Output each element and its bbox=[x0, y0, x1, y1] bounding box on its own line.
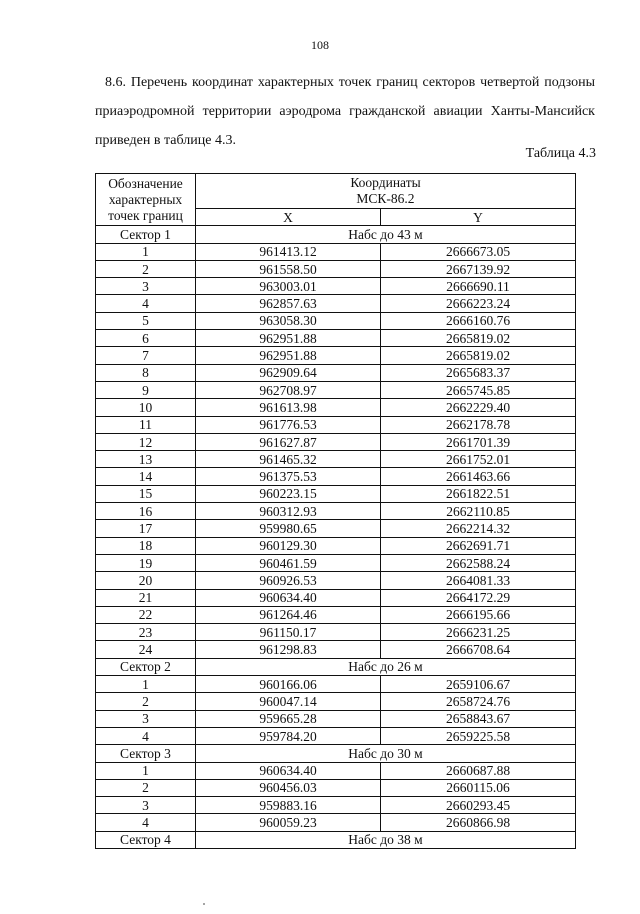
table-row bbox=[96, 399, 576, 416]
y-coordinate: 2662588.24 bbox=[381, 554, 576, 571]
table-row bbox=[96, 762, 576, 779]
sector-header-row bbox=[96, 831, 576, 848]
x-coordinate: 961150.17 bbox=[196, 624, 381, 641]
points-header: Обозначение характерных точек границ bbox=[96, 174, 196, 226]
table-row bbox=[96, 641, 576, 658]
point-number: 3 bbox=[96, 710, 196, 727]
x-header: X bbox=[196, 209, 381, 226]
y-coordinate: 2659106.67 bbox=[381, 676, 576, 693]
table-row bbox=[96, 364, 576, 381]
x-coordinate: 960926.53 bbox=[196, 572, 381, 589]
x-coordinate: 960456.03 bbox=[196, 779, 381, 796]
y-coordinate: 2665745.85 bbox=[381, 381, 576, 398]
sector-name: Сектор 4 bbox=[96, 831, 196, 848]
table-row bbox=[96, 433, 576, 450]
table-row bbox=[96, 468, 576, 485]
point-number: 2 bbox=[96, 693, 196, 710]
sector-name: Сектор 3 bbox=[96, 745, 196, 762]
x-coordinate: 959784.20 bbox=[196, 727, 381, 744]
point-number: 15 bbox=[96, 485, 196, 502]
table-row bbox=[96, 295, 576, 312]
y-coordinate: 2666223.24 bbox=[381, 295, 576, 312]
point-number: 22 bbox=[96, 606, 196, 623]
x-coordinate: 960634.40 bbox=[196, 589, 381, 606]
x-coordinate: 963003.01 bbox=[196, 278, 381, 295]
table-row bbox=[96, 710, 576, 727]
table-row bbox=[96, 554, 576, 571]
point-number: 1 bbox=[96, 676, 196, 693]
sector-height-limit: Набс до 26 м bbox=[196, 658, 576, 675]
table-row bbox=[96, 624, 576, 641]
coordinates-header-line1: Координаты bbox=[350, 175, 421, 190]
x-coordinate: 959883.16 bbox=[196, 797, 381, 814]
y-coordinate: 2661752.01 bbox=[381, 451, 576, 468]
x-coordinate: 961413.12 bbox=[196, 243, 381, 260]
table-row bbox=[96, 797, 576, 814]
table-row bbox=[96, 727, 576, 744]
y-coordinate: 2660115.06 bbox=[381, 779, 576, 796]
coordinates-header bbox=[196, 174, 576, 209]
point-number: 3 bbox=[96, 278, 196, 295]
y-coordinate: 2666231.25 bbox=[381, 624, 576, 641]
y-coordinate: 2658724.76 bbox=[381, 693, 576, 710]
point-number: 4 bbox=[96, 814, 196, 831]
y-coordinate: 2660293.45 bbox=[381, 797, 576, 814]
table-row bbox=[96, 589, 576, 606]
table-row bbox=[96, 503, 576, 520]
point-number: 2 bbox=[96, 779, 196, 796]
point-number: 23 bbox=[96, 624, 196, 641]
x-coordinate: 962951.88 bbox=[196, 330, 381, 347]
y-coordinate: 2661463.66 bbox=[381, 468, 576, 485]
y-coordinate: 2658843.67 bbox=[381, 710, 576, 727]
point-number: 20 bbox=[96, 572, 196, 589]
x-coordinate: 960634.40 bbox=[196, 762, 381, 779]
table-body bbox=[96, 226, 576, 849]
x-coordinate: 960047.14 bbox=[196, 693, 381, 710]
point-number: 21 bbox=[96, 589, 196, 606]
y-coordinate: 2662229.40 bbox=[381, 399, 576, 416]
y-coordinate: 2662178.78 bbox=[381, 416, 576, 433]
table-row bbox=[96, 520, 576, 537]
x-coordinate: 962708.97 bbox=[196, 381, 381, 398]
point-number: 1 bbox=[96, 762, 196, 779]
point-number: 1 bbox=[96, 243, 196, 260]
sector-name: Сектор 1 bbox=[96, 226, 196, 243]
x-coordinate: 961264.46 bbox=[196, 606, 381, 623]
x-coordinate: 961627.87 bbox=[196, 433, 381, 450]
point-number: 17 bbox=[96, 520, 196, 537]
x-coordinate: 961298.83 bbox=[196, 641, 381, 658]
point-number: 4 bbox=[96, 727, 196, 744]
sector-header-row bbox=[96, 226, 576, 243]
point-number: 9 bbox=[96, 381, 196, 398]
y-coordinate: 2666160.76 bbox=[381, 312, 576, 329]
table-row bbox=[96, 485, 576, 502]
x-coordinate: 960129.30 bbox=[196, 537, 381, 554]
table-row bbox=[96, 606, 576, 623]
sector-height-limit: Набс до 38 м bbox=[196, 831, 576, 848]
y-coordinate: 2665819.02 bbox=[381, 347, 576, 364]
y-coordinate: 2660687.88 bbox=[381, 762, 576, 779]
table-row bbox=[96, 278, 576, 295]
y-coordinate: 2665683.37 bbox=[381, 364, 576, 381]
x-coordinate: 960312.93 bbox=[196, 503, 381, 520]
y-coordinate: 2659225.58 bbox=[381, 727, 576, 744]
sector-name: Сектор 2 bbox=[96, 658, 196, 675]
x-coordinate: 961776.53 bbox=[196, 416, 381, 433]
page-number: 108 bbox=[311, 38, 329, 52]
point-number: 13 bbox=[96, 451, 196, 468]
table-header-row bbox=[96, 174, 576, 209]
table-row bbox=[96, 814, 576, 831]
y-coordinate: 2666708.64 bbox=[381, 641, 576, 658]
y-coordinate: 2667139.92 bbox=[381, 260, 576, 277]
point-number: 8 bbox=[96, 364, 196, 381]
x-coordinate: 961613.98 bbox=[196, 399, 381, 416]
table-row bbox=[96, 572, 576, 589]
y-coordinate: 2664081.33 bbox=[381, 572, 576, 589]
sector-height-limit: Набс до 43 м bbox=[196, 226, 576, 243]
table-row bbox=[96, 416, 576, 433]
x-coordinate: 960223.15 bbox=[196, 485, 381, 502]
x-coordinate: 959665.28 bbox=[196, 710, 381, 727]
table-row bbox=[96, 676, 576, 693]
x-coordinate: 959980.65 bbox=[196, 520, 381, 537]
point-number: 16 bbox=[96, 503, 196, 520]
point-number: 12 bbox=[96, 433, 196, 450]
sector-header-row bbox=[96, 745, 576, 762]
table-row bbox=[96, 243, 576, 260]
point-number: 24 bbox=[96, 641, 196, 658]
point-number: 5 bbox=[96, 312, 196, 329]
scan-artifact bbox=[203, 903, 205, 905]
point-number: 2 bbox=[96, 260, 196, 277]
table-row bbox=[96, 381, 576, 398]
y-coordinate: 2662691.71 bbox=[381, 537, 576, 554]
point-number: 11 bbox=[96, 416, 196, 433]
point-number: 6 bbox=[96, 330, 196, 347]
x-coordinate: 963058.30 bbox=[196, 312, 381, 329]
table-row bbox=[96, 451, 576, 468]
y-coordinate: 2661701.39 bbox=[381, 433, 576, 450]
table-row bbox=[96, 312, 576, 329]
sector-header-row bbox=[96, 658, 576, 675]
y-coordinate: 2660866.98 bbox=[381, 814, 576, 831]
point-number: 19 bbox=[96, 554, 196, 571]
point-number: 14 bbox=[96, 468, 196, 485]
y-coordinate: 2666195.66 bbox=[381, 606, 576, 623]
sector-height-limit: Набс до 30 м bbox=[196, 745, 576, 762]
x-coordinate: 960059.23 bbox=[196, 814, 381, 831]
y-header: Y bbox=[381, 209, 576, 226]
x-coordinate: 960461.59 bbox=[196, 554, 381, 571]
y-coordinate: 2662214.32 bbox=[381, 520, 576, 537]
x-coordinate: 960166.06 bbox=[196, 676, 381, 693]
point-number: 4 bbox=[96, 295, 196, 312]
table-row bbox=[96, 347, 576, 364]
table-caption: Таблица 4.3 bbox=[525, 146, 596, 161]
y-coordinate: 2666673.05 bbox=[381, 243, 576, 260]
y-coordinate: 2666690.11 bbox=[381, 278, 576, 295]
point-number: 10 bbox=[96, 399, 196, 416]
y-coordinate: 2664172.29 bbox=[381, 589, 576, 606]
y-coordinate: 2661822.51 bbox=[381, 485, 576, 502]
x-coordinate: 961375.53 bbox=[196, 468, 381, 485]
table-row bbox=[96, 537, 576, 554]
coordinates-header-line2: МСК-86.2 bbox=[356, 191, 415, 206]
section-paragraph: 8.6. Перечень координат характерных точек границ секторов четвертой подзоны приаэродромной территории аэродрома гражданской авиации Ханты-Мансийск приведен в таблице 4.3. bbox=[95, 75, 595, 148]
x-coordinate: 961465.32 bbox=[196, 451, 381, 468]
table-row bbox=[96, 330, 576, 347]
y-coordinate: 2665819.02 bbox=[381, 330, 576, 347]
table-row bbox=[96, 260, 576, 277]
point-number: 18 bbox=[96, 537, 196, 554]
coordinates-table bbox=[95, 173, 576, 849]
table-row bbox=[96, 693, 576, 710]
point-number: 3 bbox=[96, 797, 196, 814]
x-coordinate: 962857.63 bbox=[196, 295, 381, 312]
table-row bbox=[96, 779, 576, 796]
x-coordinate: 961558.50 bbox=[196, 260, 381, 277]
x-coordinate: 962951.88 bbox=[196, 347, 381, 364]
y-coordinate: 2662110.85 bbox=[381, 503, 576, 520]
point-number: 7 bbox=[96, 347, 196, 364]
x-coordinate: 962909.64 bbox=[196, 364, 381, 381]
